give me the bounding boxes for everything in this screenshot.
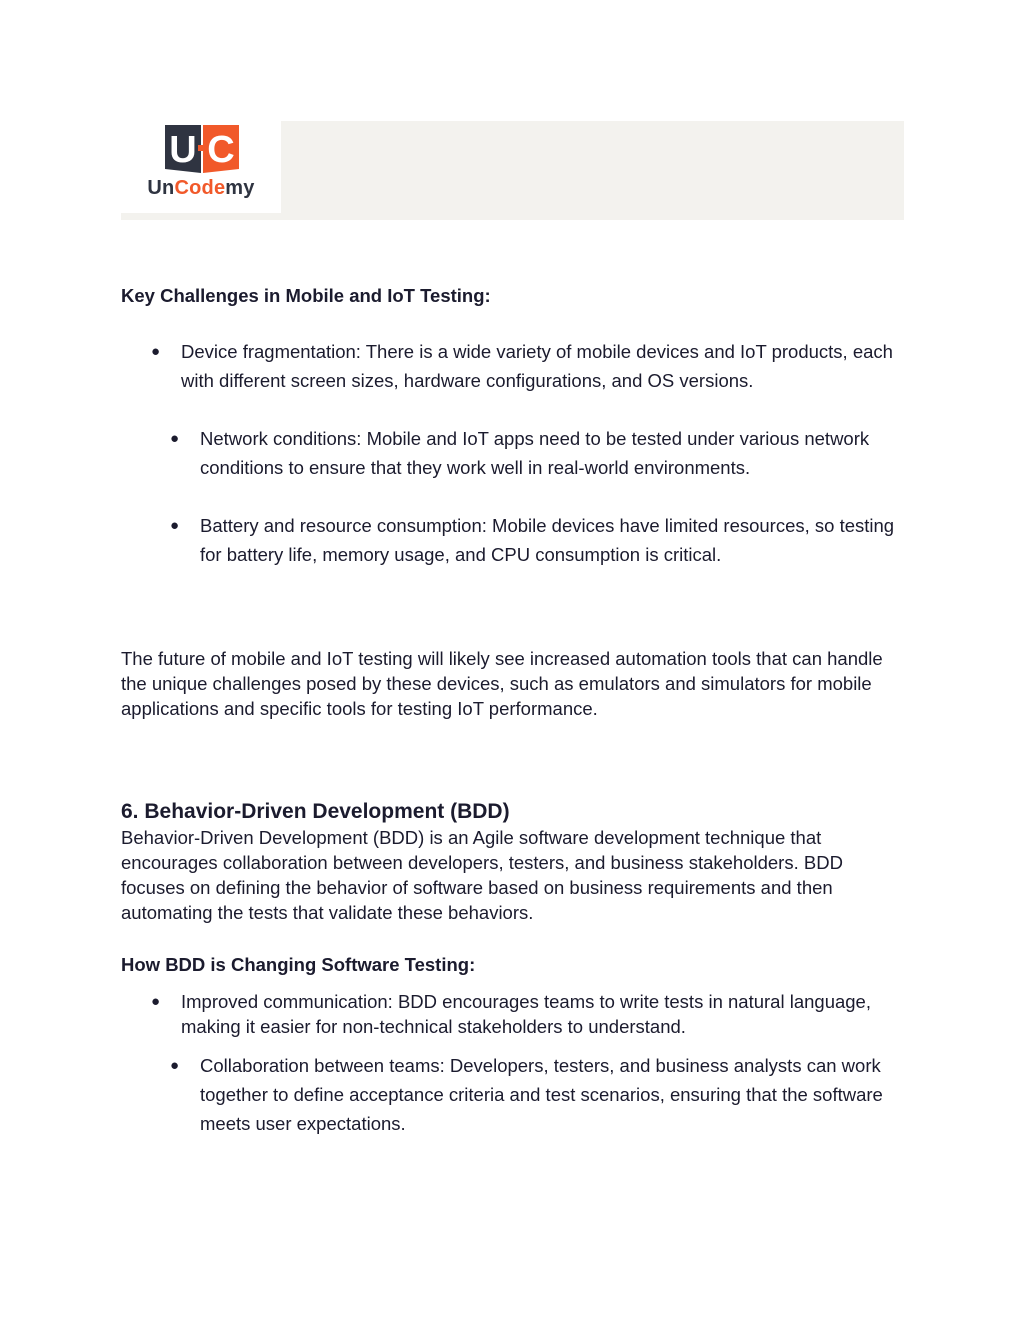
logo-mark-right: C	[207, 129, 235, 171]
bullet-icon: ●	[170, 517, 180, 534]
logo-wordmark	[121, 177, 281, 200]
logo-mark-icon	[165, 125, 239, 173]
list-item	[170, 511, 910, 569]
bullet-icon: ●	[170, 430, 180, 447]
list-item	[151, 989, 906, 1039]
list-item-text: Device fragmentation: There is a wide variety of mobile devices and IoT products, each with different screen sizes, hardware configurations, and OS versions.	[181, 341, 893, 391]
bullet-icon: ●	[151, 343, 161, 360]
bdd-section-title: 6. Behavior-Driven Development (BDD)	[121, 800, 510, 823]
bullet-icon: ●	[170, 1057, 180, 1074]
bullet-icon: ●	[151, 993, 161, 1010]
logo-mark-left: U	[169, 129, 197, 171]
list-item-text: Collaboration between teams: Developers, testers, and business analysts can work together to define acceptance criteria and test scenarios, ensuring that the software meets user expectations.	[200, 1055, 883, 1134]
list-item	[151, 337, 906, 395]
list-item	[170, 424, 906, 482]
logo-word-part1: Un	[147, 177, 175, 199]
bdd-subheading: How BDD is Changing Software Testing:	[121, 954, 476, 975]
future-paragraph: The future of mobile and IoT testing will likely see increased automation tools that can handle the unique challenges posed by these devices, such as emulators and simulators for mobile applications and specific tools for testing IoT performance.	[121, 648, 883, 719]
list-item-text: Battery and resource consumption: Mobile devices have limited resources, so testing for battery life, memory usage, and CPU consumption is critical.	[200, 515, 895, 565]
bdd-intro-paragraph: Behavior-Driven Development (BDD) is an Agile software development technique that encourages collaboration between developers, testers, and business stakeholders. BDD focuses on defining the behavior of software based on business requirements and then automating the tests that validate these behaviors.	[121, 827, 843, 923]
logo-word-part3: my	[225, 177, 255, 199]
list-item	[170, 1051, 906, 1138]
logo-word-part2: Code	[174, 177, 226, 199]
logo	[121, 121, 281, 213]
list-item-text: Network conditions: Mobile and IoT apps need to be tested under various network conditions to ensure that they work well in real-world environments.	[200, 428, 870, 478]
challenges-heading: Key Challenges in Mobile and IoT Testing:	[121, 285, 491, 306]
list-item-text: Improved communication: BDD encourages teams to write tests in natural language, making it easier for non-technical stakeholders to understand.	[181, 991, 871, 1037]
